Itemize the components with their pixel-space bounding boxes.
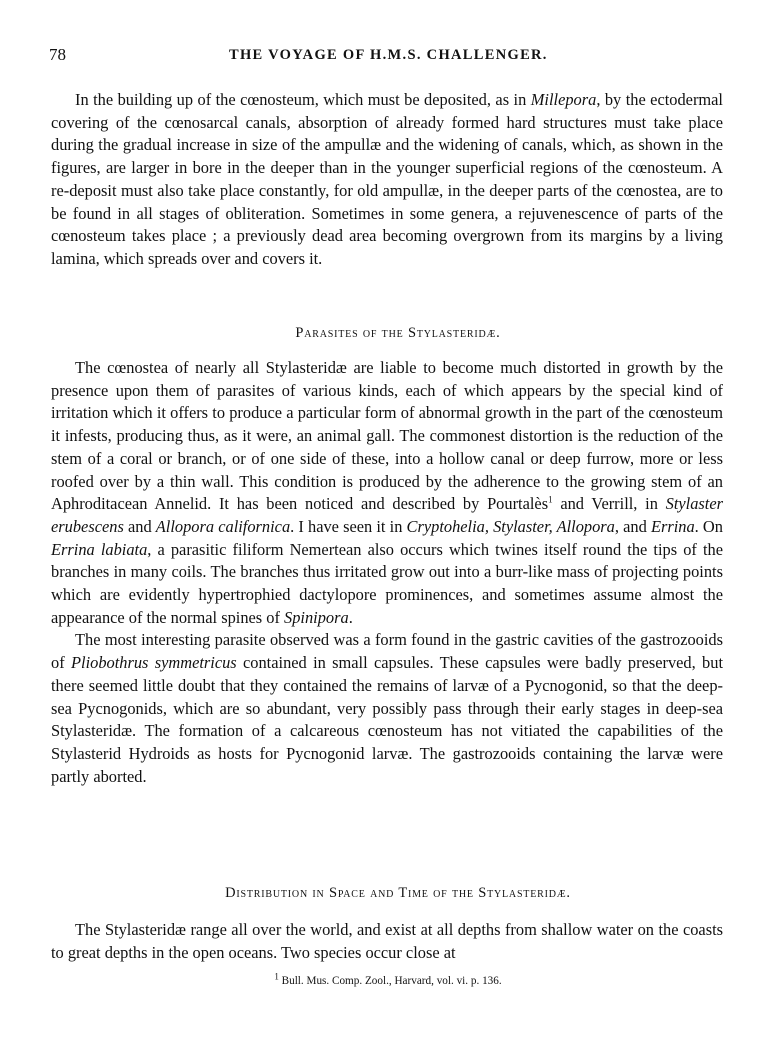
text-run: The most interesting parasite observed was a form found in the gastric cavities of the gastrozooids of <box>51 630 723 673</box>
page-number: 78 <box>49 45 66 64</box>
intro-paragraph <box>51 89 723 271</box>
distribution-paragraph: The Stylasteridæ range all over the world, and exist at all depths from shallow water on the coasts to great depths in the open oceans. Two species occur close at <box>51 920 723 962</box>
text-run: , a parasitic filiform Nemertean also occurs which twines itself round the tips of the branches in many coils. The branches thus irritated grow out into a burr-like mass of projecting points which are evidently hypertrophied dactylopore prominences, and sometimes assume almost the appearance of the normal spines of <box>51 539 723 627</box>
intro-section <box>51 89 723 271</box>
italic-species: Pliobothrus symmetricus <box>71 653 237 673</box>
text-run: In the building up of the cœnosteum, which must be deposited, as in <box>75 90 531 109</box>
italic-genera: Cryptohelia, Stylaster, Allopora <box>406 516 615 536</box>
section-heading-distribution: Distribution in Space and Time of the Stylasteridæ. <box>225 885 571 901</box>
running-head: THE VOYAGE OF H.M.S. CHALLENGER. <box>229 47 548 63</box>
page-header <box>49 45 725 69</box>
text-run: and Verrill, in <box>552 494 666 514</box>
italic-species: Stylaster erubescens <box>51 494 723 536</box>
text-run: . I have seen it in <box>290 516 407 536</box>
text-run: . On <box>694 516 723 536</box>
footnote <box>0 971 776 987</box>
text-run: , by the ectodermal covering of the cœnosarcal canals, absorption of already formed hard structures must take place during the gradual increase in size of the ampullæ and the widening of canals, which, as shown in the figures, are larger in bore in the deeper than in the younger superficial regions of the cœnosteum. A re-deposit must also take place constantly, for old ampullæ, in the deeper parts of the cœnostea, are to be found in all stages of obliteration. Sometimes in some genera, a rejuvenescence of parts of the cœnosteum takes place ; a previously dead area becoming overgrown from its margins by a living lamina, which spreads over and covers it. <box>51 90 723 268</box>
text-run: contained in small capsules. These capsules were badly preserved, but there seemed little doubt that they contained the remains of larvæ of a Pycnogonid, so that the deep-sea Pycnogonids, which are so abundant, very possibly pass through their early stages in deep-sea Stylasteridæ. The formation of a calcareous cœnosteum has not vitiated the capabilities of the Stylasterid Hydroids as hosts for Pycnogonid larvæ. The gastrozooids containing the larvæ were partly aborted. <box>51 653 723 786</box>
text-run: The cœnostea of nearly all Stylasteridæ are liable to become much distorted in growth by the presence upon them of parasites of various kinds, each of which appears by the special kind of irritation which it offers to produce a particular form of abnormal growth in the part of the cœnosteum it infests, producing thus, as it were, an animal gall. The commonest distortion is the reduction of the stem of a coral or branch, or of one side of these, into a hollow canal or deep furrow, more or less roofed over by a thin wall. This condition is produced by the adherence to the growing stem of an Aphroditacean Annelid. It has been noticed and described by Pourtalès <box>51 358 723 514</box>
footnote-mark: 1 <box>274 971 279 982</box>
parasites-paragraph-1 <box>51 357 723 629</box>
italic-species: Allopora californica <box>155 516 291 536</box>
text-run: , and <box>614 516 651 536</box>
italic-genus: Errina <box>650 516 695 536</box>
italic-genus: Spinipora <box>284 607 349 627</box>
parasites-section <box>51 357 723 788</box>
parasites-paragraph-2 <box>51 629 723 788</box>
section-heading-parasites: Parasites of the Stylasteridæ. <box>295 325 501 341</box>
footnote-marker: 1 <box>548 494 553 505</box>
text-run: and <box>123 516 156 536</box>
italic-species: Errina labiata <box>51 539 148 559</box>
distribution-section <box>51 919 723 964</box>
text-run: . <box>348 607 353 627</box>
italic-genus: Millepora <box>530 90 597 109</box>
footnote-text: Bull. Mus. Comp. Zool., Harvard, vol. vi. p. 136. <box>278 975 502 987</box>
